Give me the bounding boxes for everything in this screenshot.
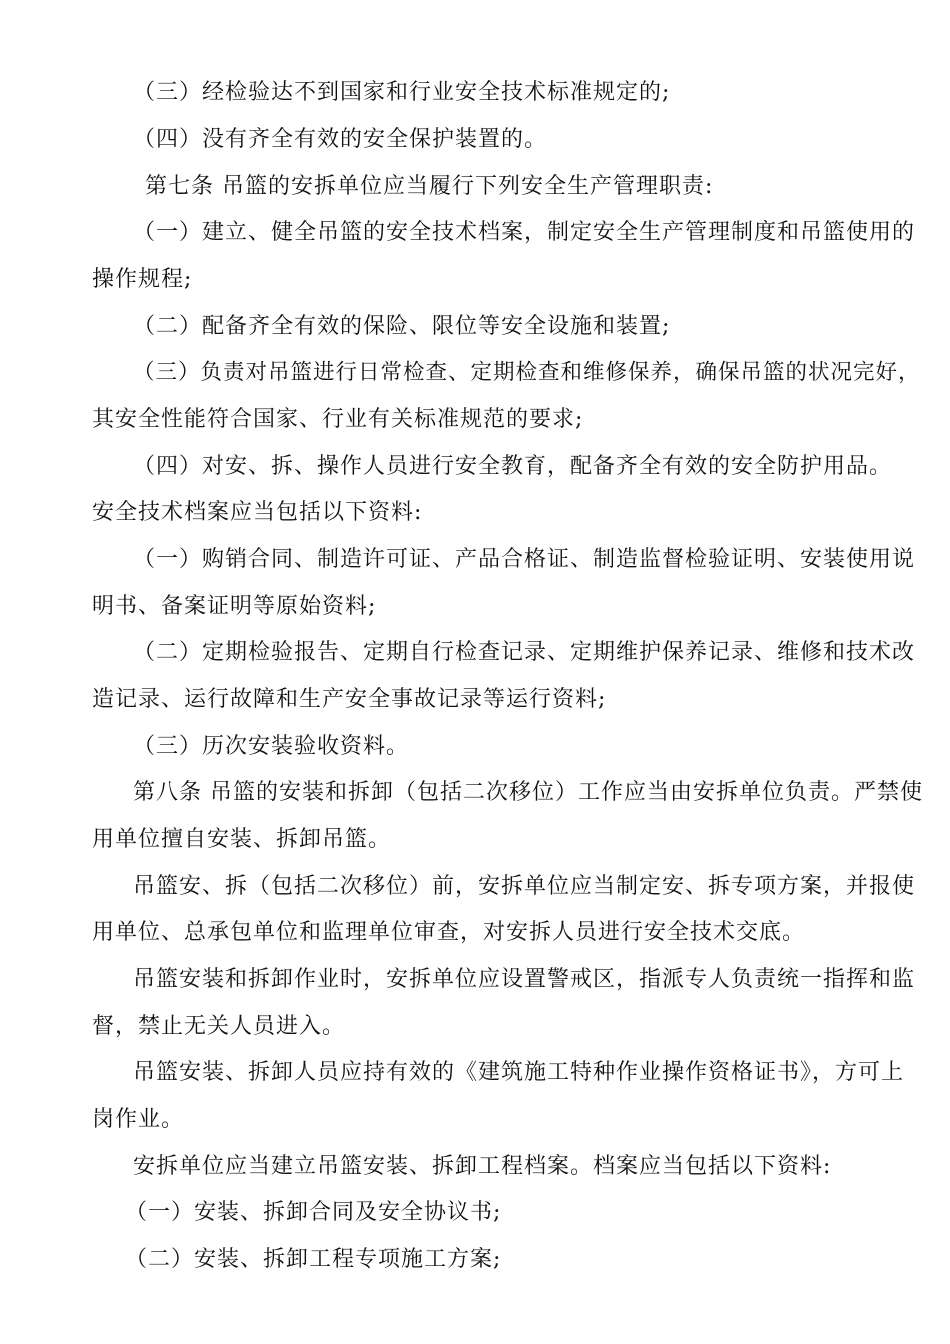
paragraph-line: （二）安装、拆卸工程专项施工方案;: [125, 1247, 502, 1272]
article-heading: 第七条 吊篮的安拆单位应当履行下列安全生产管理职责:: [145, 174, 714, 199]
paragraph-line: （三）负责对吊篮进行日常检查、定期检查和维修保养，确保吊篮的状况完好，: [133, 360, 921, 385]
paragraph-line: （四）没有齐全有效的安全保护装置的。: [133, 127, 548, 152]
article-heading: 第八条 吊篮的安装和拆卸（包括二次移位）工作应当由安拆单位负责。严禁使: [133, 780, 923, 805]
paragraph-line: 吊篮安装和拆卸作业时，安拆单位应设置警戒区，指派专人负责统一指挥和监: [133, 967, 916, 992]
paragraph-line: 岗作业。: [92, 1107, 185, 1132]
paragraph-line: （三）历次安装验收资料。: [133, 734, 410, 759]
paragraph-line: （二）配备齐全有效的保险、限位等安全设施和装置;: [133, 314, 671, 339]
paragraph-line: 吊篮安、拆（包括二次移位）前，安拆单位应当制定安、拆专项方案，并报使: [133, 874, 916, 899]
paragraph-line: （一）购销合同、制造许可证、产品合格证、制造监督检验证明、安装使用说: [133, 547, 916, 572]
paragraph-line: 其安全性能符合国家、行业有关标准规范的要求;: [92, 407, 584, 432]
paragraph-line: 安拆单位应当建立吊篮安装、拆卸工程档案。档案应当包括以下资料:: [133, 1154, 832, 1179]
paragraph-line: 安全技术档案应当包括以下资料:: [92, 500, 423, 525]
paragraph-line: （一）建立、健全吊篮的安全技术档案，制定安全生产管理制度和吊篮使用的: [133, 220, 916, 245]
paragraph-line: 操作规程;: [92, 267, 193, 292]
paragraph-line: 吊篮安装、拆卸人员应持有效的《建筑施工特种作业操作资格证书》，方可上: [133, 1060, 905, 1085]
paragraph-line: 明书、备案证明等原始资料;: [92, 594, 377, 619]
paragraph-line: （二）定期检验报告、定期自行检查记录、定期维护保养记录、维修和技术改: [133, 640, 916, 665]
paragraph-line: （四）对安、拆、操作人员进行安全教育，配备齐全有效的安全防护用品。: [133, 454, 893, 479]
paragraph-line: （一）安装、拆卸合同及安全协议书;: [125, 1200, 502, 1225]
paragraph-line: 用单位擅自安装、拆卸吊篮。: [92, 827, 392, 852]
paragraph-line: 用单位、总承包单位和监理单位审查，对安拆人员进行安全技术交底。: [92, 920, 806, 945]
paragraph-line: 造记录、运行故障和生产安全事故记录等运行资料;: [92, 687, 607, 712]
paragraph-line: 督，禁止无关人员进入。: [92, 1014, 346, 1039]
paragraph-line: （三）经检验达不到国家和行业安全技术标准规定的;: [133, 80, 671, 105]
